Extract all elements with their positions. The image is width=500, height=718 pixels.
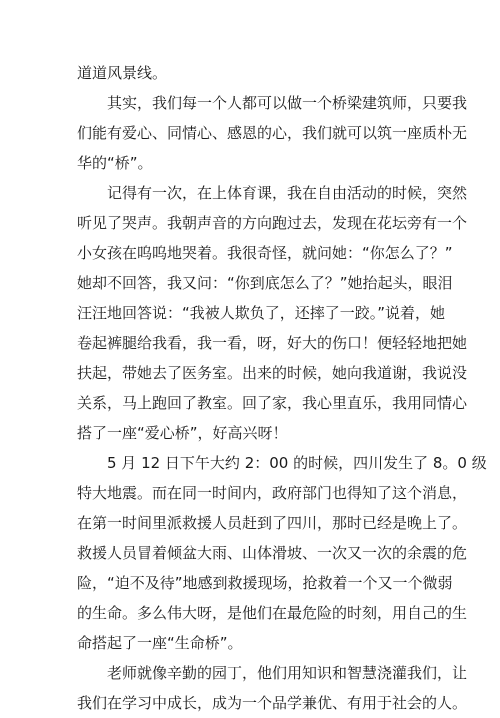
text-line: 记得有一次，在上体育课，我在自由活动的时候，突然 [107,184,468,202]
text-line: 关系，马上跑回了教室。回了家，我心里直乐，我用同情心 [77,394,468,412]
text-line: 搭了一座“爱心桥”，好高兴呀！ [77,424,288,442]
text-line: 救援人员冒着倾盆大雨、山体滑坡、一次又一次的余震的危 [77,544,468,562]
text-line: 其实，我们每一个人都可以做一个桥梁建筑师，只要我 [107,94,468,112]
text-line: 的生命。多么伟大呀，是他们在最危险的时刻，用自己的生 [77,604,468,622]
text-line: 汪汪地回答说：“我被人欺负了，还摔了一跤。”说着，她 [77,304,446,322]
text-line: 险，“迫不及待”地感到救援现场，抢救着一个又一个微弱 [77,574,453,592]
text-line: 道道风景线。 [77,64,168,82]
text-line: 听见了哭声。我朝声音的方向跑过去，发现在花坛旁有一个 [77,214,468,232]
text-line: 在第一时间里派救援人员赶到了四川，那时已经是晚上了。 [77,514,468,532]
text-line: 扶起，带她去了医务室。出来的时候，她向我道谢，我说没 [77,364,468,382]
text-line: 老师就像辛勤的园丁，他们用知识和智慧浇灌我们，让 [107,664,468,682]
text-line: 特大地震。而在同一时间内，政府部门也得知了这个消息， [77,484,468,502]
text-line: 卷起裤腿给我看，我一看，呀，好大的伤口！便轻轻地把她 [77,334,468,352]
text-line: 命搭起了一座“生命桥”。 [77,634,243,652]
document-body [77,58,487,718]
text-line: 5 月 12 日下午大约 2：00 的时候，四川发生了 8。0 级 [107,454,487,472]
text-line: 小女孩在呜呜地哭着。我很奇怪，就问她：“你怎么了？” [77,244,453,262]
text-line: 我们在学习中成长，成为一个品学兼优、有用于社会的人。 [77,694,468,712]
text-line: 她却不回答，我又问：“你到底怎么了？”她抬起头，眼泪 [77,274,453,292]
text-line: 们能有爱心、同情心、感恩的心，我们就可以筑一座质朴无 [77,124,468,142]
text-line: 华的“桥”。 [77,154,153,172]
